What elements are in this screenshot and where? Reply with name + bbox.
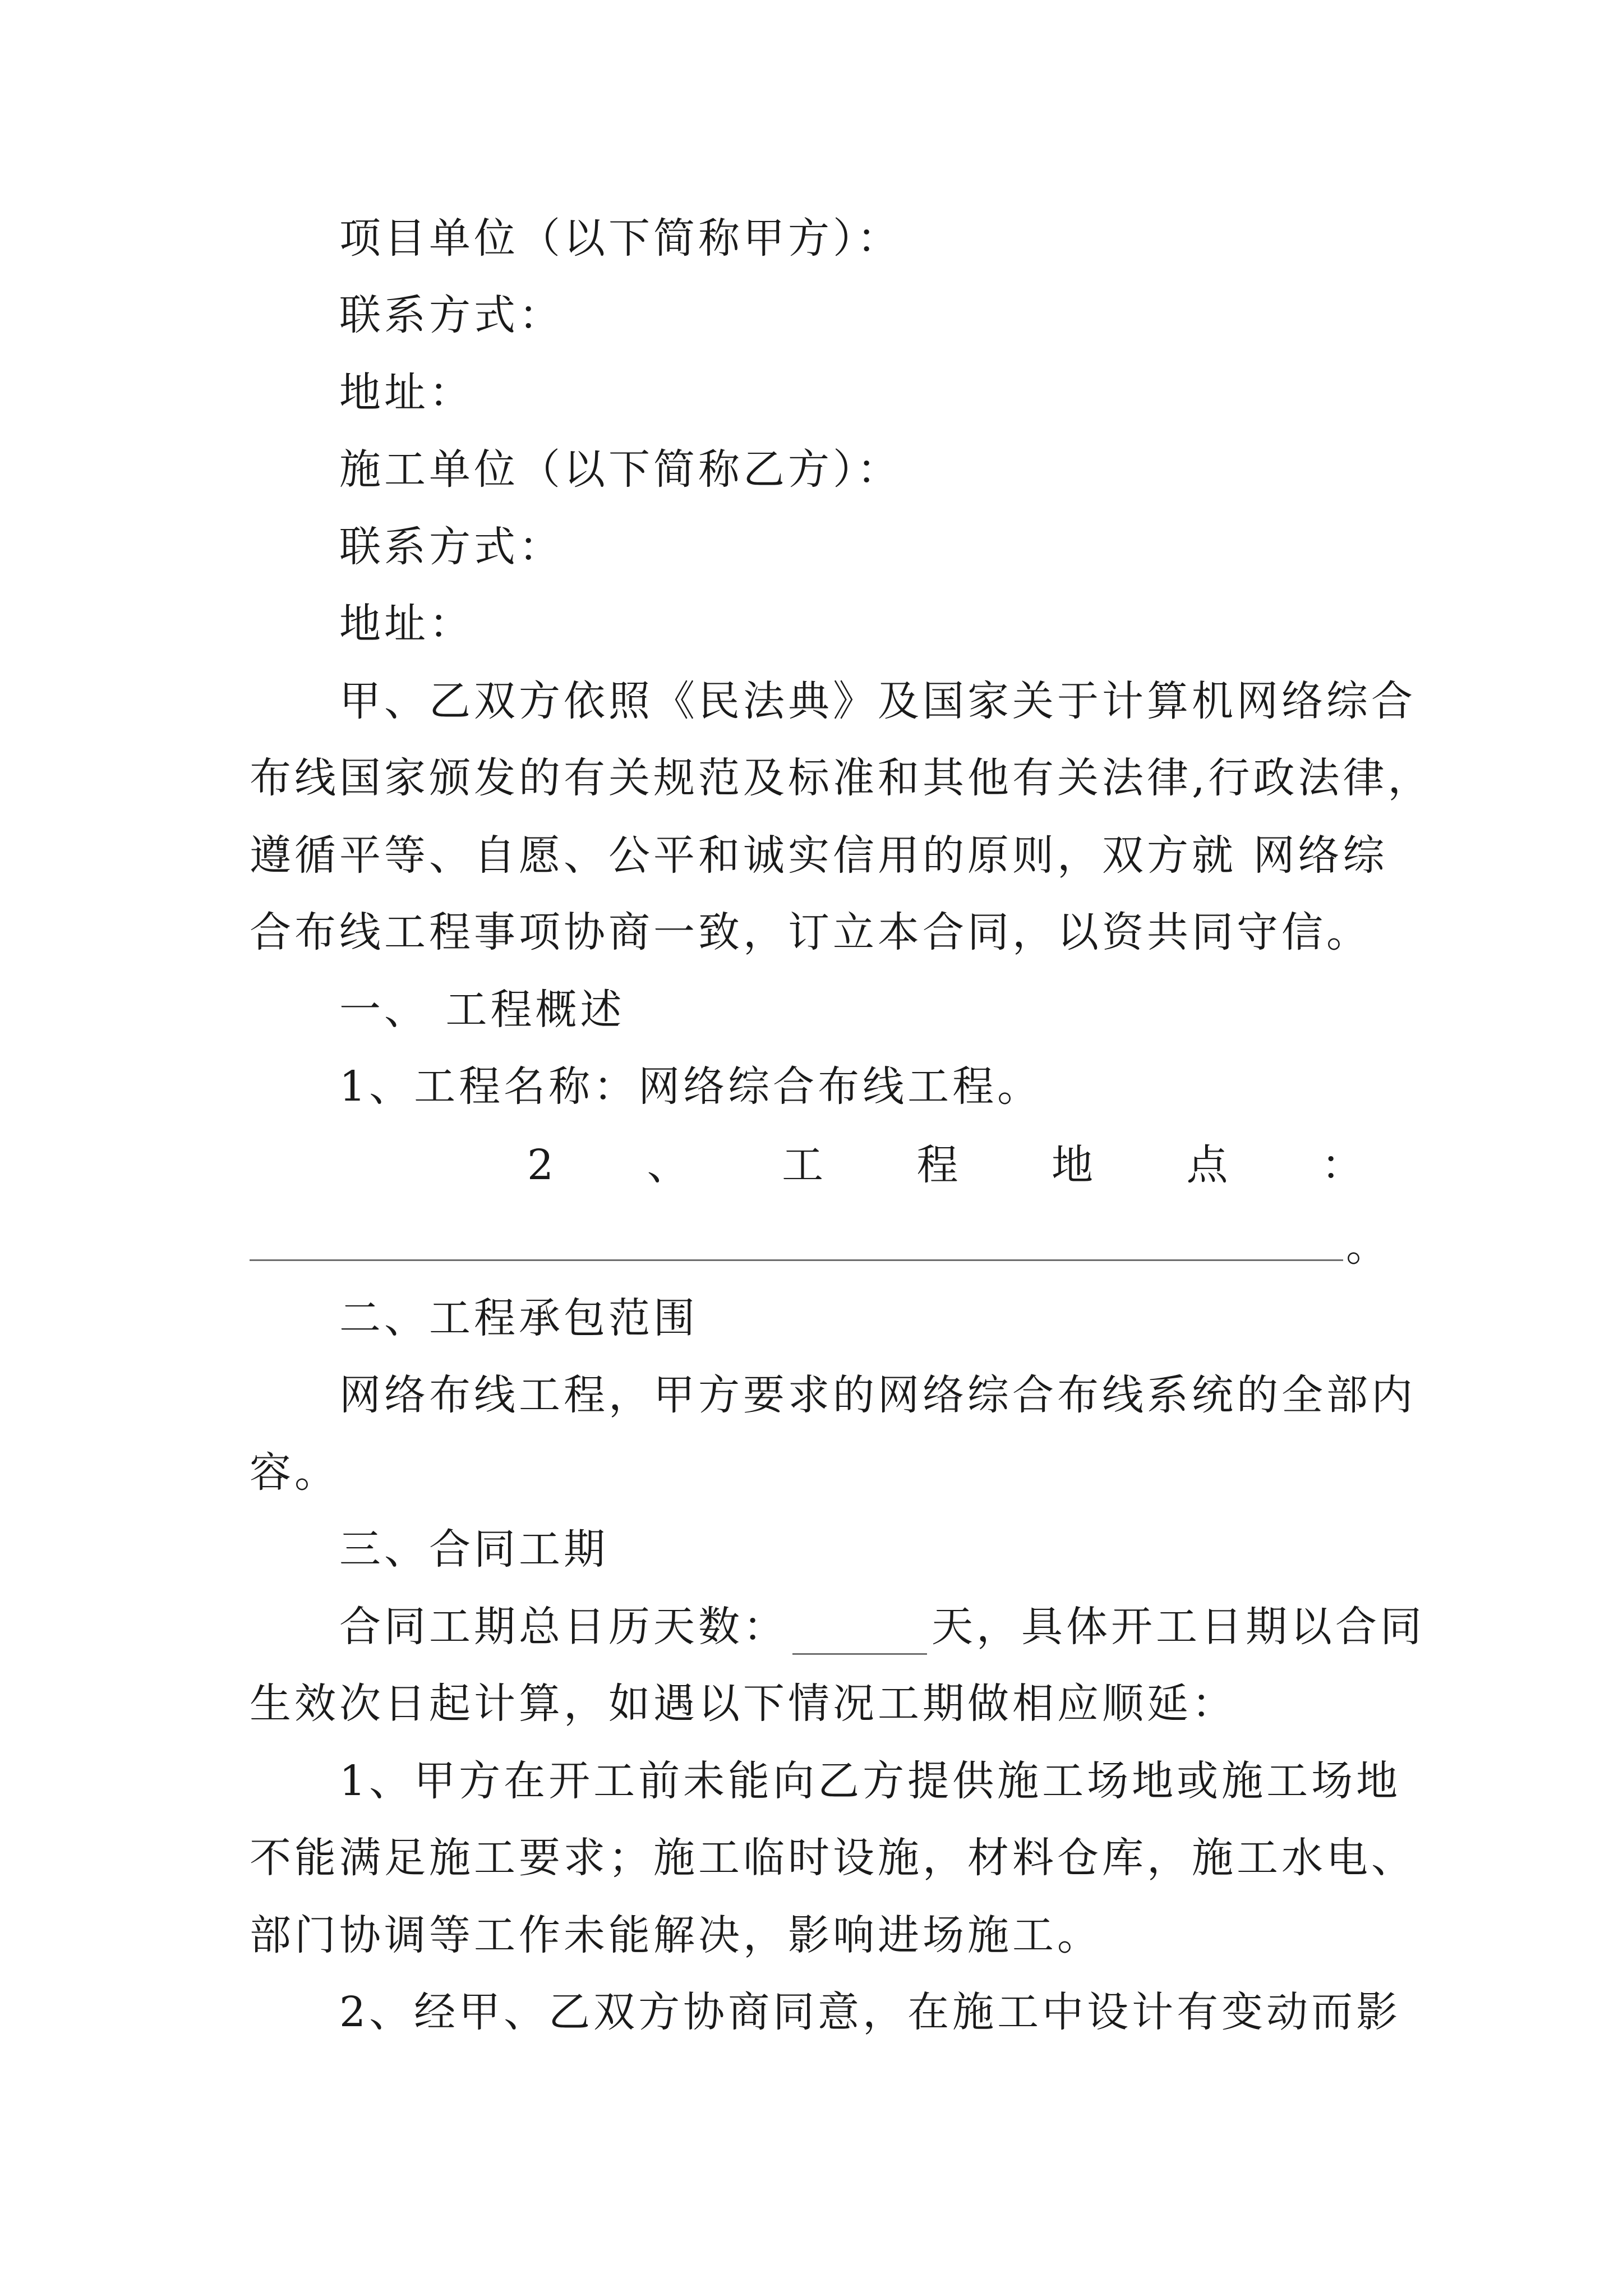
section3-item2: 2、经甲、乙双方协商同意，在施工中设计有变动而影 [339,1988,1401,2036]
party-b-contact: 联系方式： [339,523,564,571]
section3-item1-line: 部门协调等工作未能解决，影响进场施工。 [250,1911,1102,1959]
section1-item1: 1、工程名称：网络综合布线工程。 [339,1062,1043,1111]
party-a-address: 地址： [339,369,474,417]
section3-days-line [339,1599,1425,1655]
preamble-line: 遵循平等、自愿、公平和诚实信用的原则，双方就 网络综 [250,831,1388,880]
section1-item2-char: 、 [647,1141,689,1189]
preamble-line: 合布线工程事项协商一致，订立本合同，以资共同守信。 [250,908,1371,956]
section3-item1-line: 1、甲方在开工前未能向乙方提供施工场地或施工场地 [339,1757,1401,1805]
section2-title: 二、工程承包范围 [339,1294,698,1342]
days-prefix: 合同工期总日历天数： [339,1603,788,1651]
days-suffix: 天，具体开工日期以合同 [932,1603,1425,1651]
section3-item1-line: 不能满足施工要求；施工临时设施，材料仓库，施工水电、 [250,1834,1416,1882]
preamble-line: 布线国家颁发的有关规范及标准和其他有关法律,行政法律， [250,754,1433,802]
location-end-mark: 。 [1346,1222,1387,1271]
section2-body-line: 容。 [250,1448,339,1497]
section1-item2-char: 工 [782,1141,824,1189]
party-a-contact: 联系方式： [339,291,564,339]
section1-item2-char: 2 [527,1141,554,1189]
section2-body-line: 网络布线工程，甲方要求的网络综合布线系统的全部内 [339,1371,1416,1419]
party-b-unit: 施工单位（以下简称乙方）： [339,445,902,494]
days-blank [792,1619,927,1655]
section1-item2-char: 地 [1052,1141,1094,1189]
section1-item2-char: ： [1321,1141,1363,1189]
location-blank-line [250,1226,1343,1261]
section1-item2-heading [527,1137,1363,1193]
section1-item2-char: 程 [916,1141,958,1189]
section3-days-line2: 生效次日起计算，如遇以下情况工期做相应顺延： [250,1680,1237,1728]
section1-item2-char: 点 [1186,1141,1228,1189]
preamble-line: 甲、乙双方依照《民法典》及国家关于计算机网络综合 [339,677,1416,725]
section3-title: 三、合同工期 [339,1525,608,1573]
party-b-address: 地址： [339,600,474,648]
section1-title: 一、 工程概述 [339,986,625,1034]
party-a-unit: 项目单位（以下简称甲方）： [339,214,902,263]
